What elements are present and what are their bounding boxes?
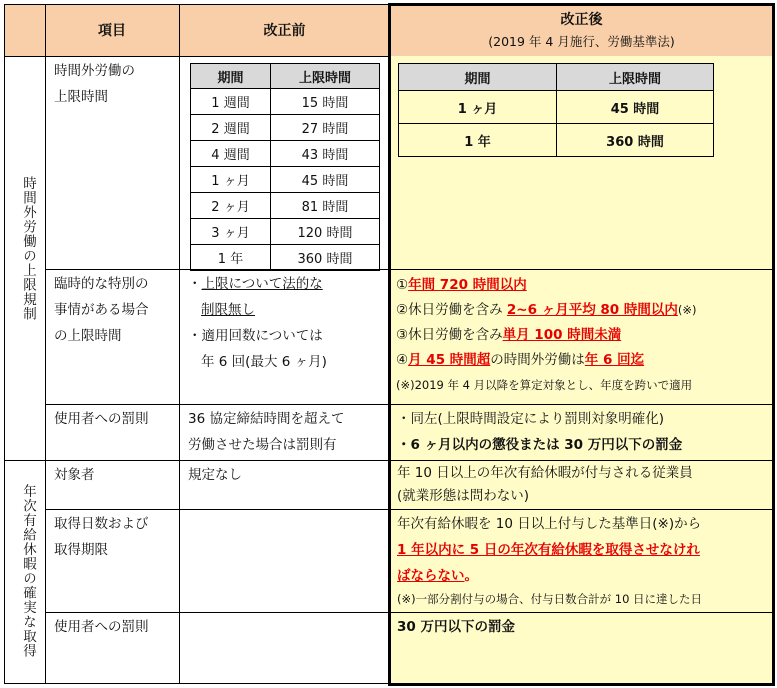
s2r1-before: 規定なし — [188, 467, 242, 483]
before-table-cell: 27 時間 — [271, 115, 380, 141]
after-item-1: ①年間 720 時間以内 — [396, 277, 527, 293]
after-table-cell: 360 時間 — [557, 124, 714, 157]
s1r3-after: ・同左(上限時間設定により罰則対象明確化) ・6 ヶ月以内の懲役または 30 万円以下の罰金 — [397, 411, 683, 453]
s1r2-item-line2: 事情がある場合 — [54, 302, 149, 318]
before-table-cell: 45 時間 — [271, 167, 380, 193]
before-table-cell: 43 時間 — [271, 141, 380, 167]
s1r2-item-line1: 臨時的な特別の — [54, 276, 149, 292]
before-table-cell: 1 週間 — [191, 89, 271, 115]
before-limit-table — [190, 63, 380, 271]
after-table-cell: 1 年 — [399, 124, 557, 157]
s2r1-after: 年 10 日以上の年次有給休暇が付与される従業員 (就業形態は問わない) — [397, 465, 693, 504]
s1r2-after — [396, 273, 772, 397]
before-table-cell: 15 時間 — [271, 89, 380, 115]
s1r1-item-line1: 時間外労働の — [54, 63, 135, 79]
after-item-3: ③休日労働を含み単月 100 時間未満 — [396, 327, 622, 343]
s1r2-before: ・上限について法的な 制限無し ・適用回数については 年 6 回(最大 6 ヶ月) — [188, 271, 388, 375]
before-table-header-period: 期間 — [191, 64, 271, 89]
before-bullet-1: ・上限について法的な — [188, 276, 323, 292]
header-after-subtitle: (2019 年 4 月施行、労働基準法) — [488, 34, 675, 49]
after-table-header-period: 期間 — [399, 64, 557, 91]
before-table-cell: 360 時間 — [271, 245, 380, 271]
s1r1-item-line2: 上限時間 — [54, 89, 108, 105]
before-table-header-limit: 上限時間 — [271, 64, 380, 89]
s1r2-item — [54, 271, 178, 349]
before-table-cell: 1 ヶ月 — [191, 167, 271, 193]
s1r2-item-line3: の上限時間 — [54, 328, 122, 344]
before-table-cell: 1 年 — [191, 245, 271, 271]
after-item-2: ②休日労働を含み 2~6 ヶ月平均 80 時間以内(※) — [396, 302, 697, 318]
header-before: 改正前 — [263, 23, 306, 39]
s2r2-after: 年次有給休暇を 10 日以上付与した基準日(※)から 1 年以内に 5 日の年次有給休暇を取得させなけれ ばならない。 (※)一部分割付与の場合、付与日数合計が 10 日に達した日 — [397, 516, 703, 606]
before-table-cell: 120 時間 — [271, 219, 380, 245]
header-after: 改正後 — [560, 12, 603, 28]
section1-label: 時間外労働の上限規制 — [20, 176, 36, 321]
after-item-4: ④月 45 時間超の時間外労働は年 6 回迄 — [396, 352, 645, 368]
after-table-header-limit: 上限時間 — [557, 64, 714, 91]
s2r3-item: 使用者への罰則 — [54, 619, 149, 635]
s1r3-before: 36 協定締結時間を超えて 労働させた場合は罰則有 — [188, 411, 345, 453]
after-limit-table — [398, 63, 714, 157]
after-table-cell: 1 ヶ月 — [399, 91, 557, 124]
s2r1-item: 対象者 — [54, 467, 95, 483]
section2-label: 年次有給休暇の確実な取得 — [20, 484, 36, 658]
before-table-cell: 3 ヶ月 — [191, 219, 271, 245]
before-table-cell: 2 ヶ月 — [191, 193, 271, 219]
before-table-cell: 2 週間 — [191, 115, 271, 141]
s1r1-item — [54, 58, 178, 110]
before-table-cell: 81 時間 — [271, 193, 380, 219]
s2r3-after: 30 万円以下の罰金 — [397, 619, 515, 635]
before-table-cell: 4 週間 — [191, 141, 271, 167]
after-note: (※)2019 年 4 月以降を算定対象とし、年度を跨いで適用 — [396, 378, 693, 392]
s2r2-item: 取得日数および 取得期限 — [54, 516, 149, 558]
before-bullet-2: ・適用回数については — [188, 328, 323, 344]
after-table-cell: 45 時間 — [557, 91, 714, 124]
header-item: 項目 — [98, 23, 126, 39]
s1r3-item: 使用者への罰則 — [54, 411, 149, 427]
